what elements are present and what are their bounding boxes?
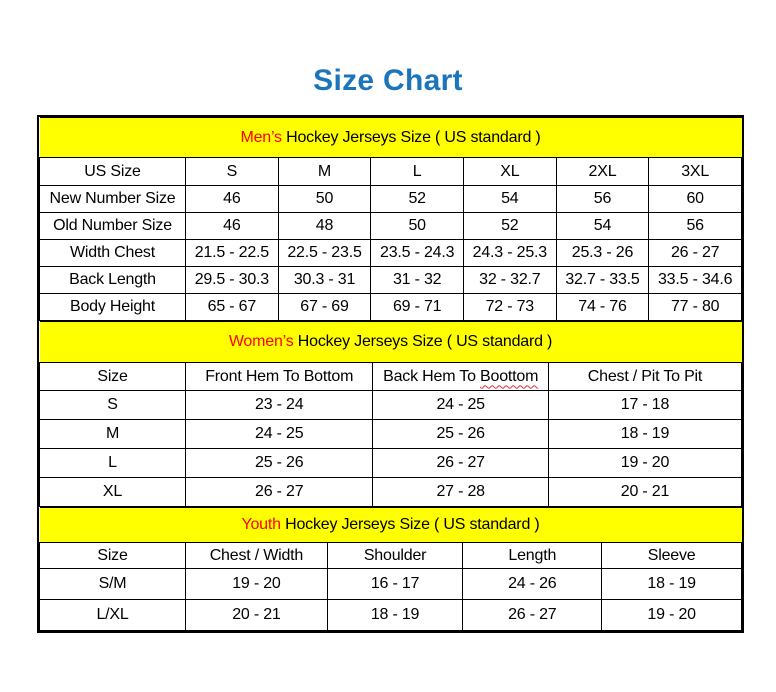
row-label: Width Chest [40, 240, 186, 267]
column-header: Size [40, 363, 186, 391]
size-cell: 48 [278, 213, 371, 240]
column-header: M [278, 158, 371, 186]
table-row [40, 569, 742, 600]
size-cell: 27 - 28 [373, 478, 549, 507]
column-header: 2XL [556, 158, 649, 186]
youth-section-header [40, 508, 742, 543]
youth-header-row [40, 543, 742, 569]
size-cell: 26 - 27 [463, 600, 602, 631]
size-cell: 24 - 25 [373, 391, 549, 420]
column-header: US Size [40, 158, 186, 186]
row-label: L [40, 449, 186, 478]
size-cell: 20 - 21 [548, 478, 741, 507]
size-cell: 25 - 26 [186, 449, 373, 478]
size-cell: 32 - 32.7 [463, 267, 556, 294]
size-cell: 67 - 69 [278, 294, 371, 321]
size-cell: 33.5 - 34.6 [649, 267, 742, 294]
youth-section-highlight: Youth [241, 516, 281, 533]
table-row [40, 267, 742, 294]
size-cell: 19 - 20 [548, 449, 741, 478]
youth-size-table [39, 507, 742, 631]
size-cell: 23 - 24 [186, 391, 373, 420]
youth-section-row [40, 508, 742, 543]
size-cell: 50 [278, 186, 371, 213]
mens-section-header [40, 118, 742, 158]
column-header-text: Back Hem To [383, 367, 481, 385]
mens-size-table [39, 117, 742, 321]
size-cell: 60 [649, 186, 742, 213]
size-cell: 24 - 26 [463, 569, 602, 600]
size-cell: 74 - 76 [556, 294, 649, 321]
row-label: S [40, 391, 186, 420]
size-cell: 72 - 73 [463, 294, 556, 321]
size-cell: 20 - 21 [186, 600, 328, 631]
size-cell: 52 [463, 213, 556, 240]
row-label: S/M [40, 569, 186, 600]
table-row [40, 240, 742, 267]
size-cell: 23.5 - 24.3 [371, 240, 464, 267]
size-cell: 56 [556, 186, 649, 213]
womens-header-row [40, 363, 742, 391]
column-header: L [371, 158, 464, 186]
mens-header-row [40, 158, 742, 186]
size-cell: 21.5 - 22.5 [186, 240, 279, 267]
table-row [40, 294, 742, 321]
size-cell: 65 - 67 [186, 294, 279, 321]
size-cell: 25.3 - 26 [556, 240, 649, 267]
size-cell: 56 [649, 213, 742, 240]
size-cell: 19 - 20 [186, 569, 328, 600]
size-cell: 17 - 18 [548, 391, 741, 420]
row-label: L/XL [40, 600, 186, 631]
table-row [40, 449, 742, 478]
size-cell: 52 [371, 186, 464, 213]
page-title: Size Chart [313, 64, 463, 97]
womens-section-header [40, 322, 742, 363]
table-row [40, 213, 742, 240]
size-cell: 18 - 19 [327, 600, 462, 631]
size-cell: 69 - 71 [371, 294, 464, 321]
size-cell: 25 - 26 [373, 420, 549, 449]
row-label: M [40, 420, 186, 449]
size-cell: 16 - 17 [327, 569, 462, 600]
mens-section-row [40, 118, 742, 158]
row-label: XL [40, 478, 186, 507]
column-header: Chest / Pit To Pit [548, 363, 741, 391]
size-cell: 24 - 25 [186, 420, 373, 449]
column-header: Size [40, 543, 186, 569]
size-cell: 24.3 - 25.3 [463, 240, 556, 267]
size-cell: 18 - 19 [602, 569, 742, 600]
womens-size-table [39, 321, 742, 507]
size-cell: 77 - 80 [649, 294, 742, 321]
row-label: Back Length [40, 267, 186, 294]
row-label: New Number Size [40, 186, 186, 213]
size-cell: 19 - 20 [602, 600, 742, 631]
womens-section-row [40, 322, 742, 363]
mens-section-text: Hockey Jerseys Size ( US standard ) [281, 128, 541, 146]
column-header [373, 363, 549, 391]
size-cell: 46 [186, 186, 279, 213]
size-cell: 30.3 - 31 [278, 267, 371, 294]
size-chart [37, 115, 744, 633]
size-cell: 54 [463, 186, 556, 213]
mens-section-highlight: Men’s [240, 128, 282, 146]
table-row [40, 186, 742, 213]
size-cell: 46 [186, 213, 279, 240]
column-header: XL [463, 158, 556, 186]
row-label: Body Height [40, 294, 186, 321]
size-cell: 26 - 27 [649, 240, 742, 267]
size-cell: 26 - 27 [373, 449, 549, 478]
column-header: Sleeve [602, 543, 742, 569]
womens-section-highlight: Women’s [228, 333, 294, 350]
column-header: 3XL [649, 158, 742, 186]
row-label: Old Number Size [40, 213, 186, 240]
size-cell: 31 - 32 [371, 267, 464, 294]
youth-section-text: Hockey Jerseys Size ( US standard ) [280, 516, 540, 533]
size-cell: 26 - 27 [186, 478, 373, 507]
size-cell: 50 [371, 213, 464, 240]
size-cell: 32.7 - 33.5 [556, 267, 649, 294]
column-header: Chest / Width [186, 543, 328, 569]
size-cell: 18 - 19 [548, 420, 741, 449]
table-row [40, 391, 742, 420]
column-header: Front Hem To Bottom [186, 363, 373, 391]
table-row [40, 478, 742, 507]
womens-section-text: Hockey Jerseys Size ( US standard ) [293, 333, 553, 350]
misspelled-word: Boottom [480, 367, 539, 385]
column-header: Shoulder [327, 543, 462, 569]
table-row [40, 600, 742, 631]
column-header: S [186, 158, 279, 186]
table-row [40, 420, 742, 449]
size-cell: 22.5 - 23.5 [278, 240, 371, 267]
column-header: Length [463, 543, 602, 569]
size-cell: 54 [556, 213, 649, 240]
size-cell: 29.5 - 30.3 [186, 267, 279, 294]
